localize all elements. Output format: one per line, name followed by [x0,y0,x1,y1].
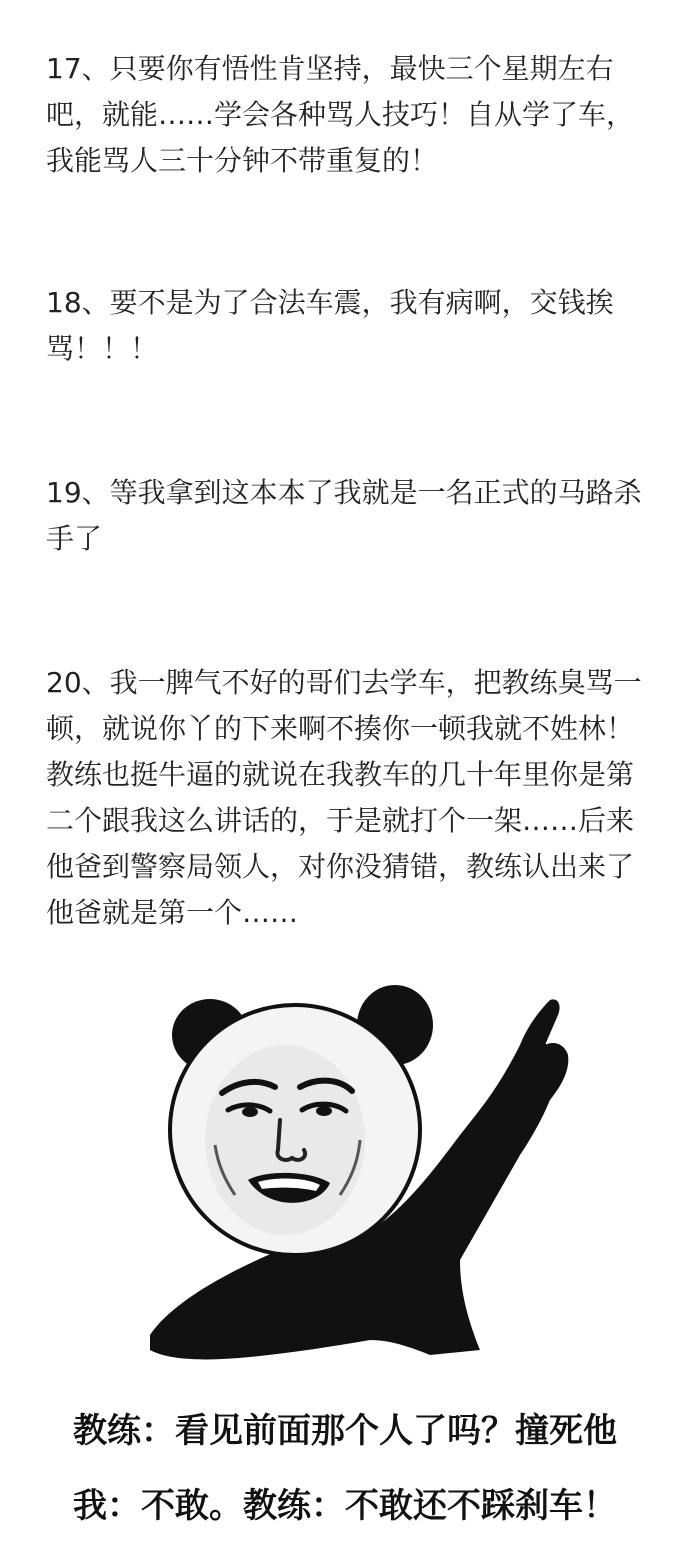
paragraph-20: 20、我一脾气不好的哥们去学车，把教练臭骂一顿，就说你丫的下来啊不揍你一顿我就不姓林！教练也挺牛逼的就说在我教车的几十年里你是第二个跟我这么讲话的，于是就打个一架……后来他爸到警察局领人，对你没猜错，教练认出来了他爸就是第一个…… [46,666,642,929]
paragraph-17: 17、只要你有悟性肯坚持，最快三个星期左右吧，就能……学会各种骂人技巧！自从学了车，我能骂人三十分钟不带重复的！ [46,52,635,177]
panda-meme-pointing-icon [130,975,580,1375]
paragraph-19: 19、等我拿到这本本了我就是一名正式的马路杀手了 [46,476,642,555]
caption-line-1: 教练：看见前面那个人了吗？撞死他 [73,1411,617,1451]
paragraph-18: 18、要不是为了合法车震，我有病啊，交钱挨骂！！！ [46,286,614,365]
caption-line-2: 我：不敢。教练：不敢还不踩刹车！ [73,1486,617,1526]
